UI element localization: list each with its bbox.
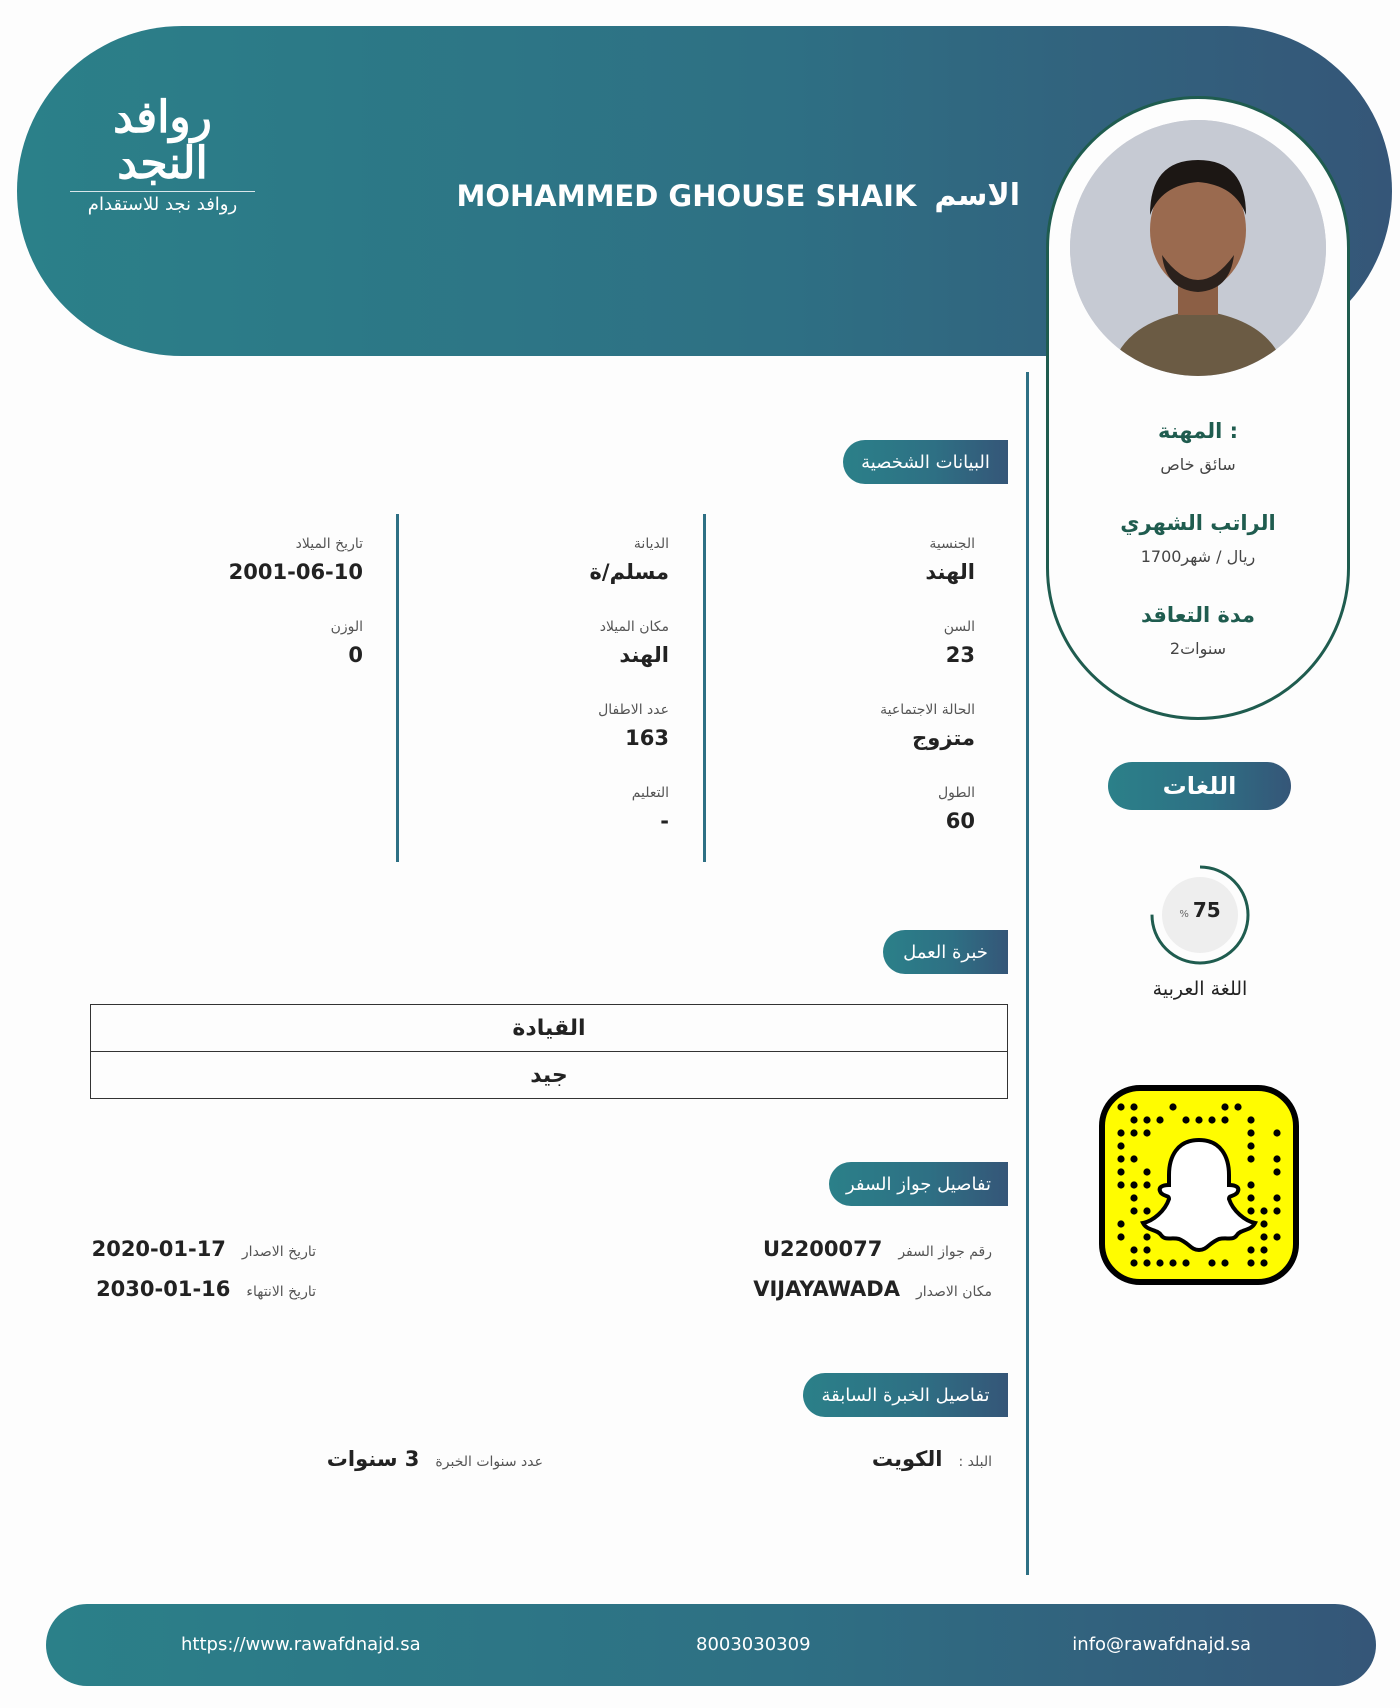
passport-number-value: U2200077 bbox=[762, 1237, 883, 1261]
snapcode-dot bbox=[1130, 1129, 1137, 1136]
snapcode-dot bbox=[1260, 1259, 1267, 1266]
logo-subtitle: روافد نجد للاستقدام bbox=[87, 194, 238, 215]
education-value: - bbox=[660, 809, 669, 833]
snapcode-dot bbox=[1247, 1181, 1254, 1188]
snapcode-dot bbox=[1273, 1207, 1280, 1214]
snapcode-dot bbox=[1260, 1207, 1267, 1214]
country-label: البلد : bbox=[958, 1454, 992, 1470]
snapcode-dot bbox=[1221, 1116, 1228, 1123]
snapcode-dot bbox=[1273, 1155, 1280, 1162]
expiry-date-label: تاريخ الانتهاء bbox=[246, 1284, 316, 1300]
education-label: التعليم bbox=[631, 785, 669, 801]
personal-section-pill: البيانات الشخصية bbox=[843, 440, 1008, 484]
birthplace-label: مكان الميلاد bbox=[599, 619, 669, 635]
nationality-label: الجنسية bbox=[929, 536, 975, 552]
contract-title: مدة التعاقد bbox=[1140, 603, 1256, 627]
snapcode-dot bbox=[1260, 1220, 1267, 1227]
table-row bbox=[91, 1052, 1008, 1099]
skills-table bbox=[90, 1004, 1008, 1099]
issue-date-label: تاريخ الاصدار bbox=[241, 1244, 316, 1260]
age-value: 23 bbox=[945, 643, 975, 667]
snapcode-dot bbox=[1273, 1233, 1280, 1240]
snapcode-dot bbox=[1117, 1220, 1124, 1227]
height-label: الطول bbox=[937, 785, 975, 801]
footer-bar bbox=[46, 1604, 1376, 1686]
snapcode-dot bbox=[1260, 1233, 1267, 1240]
snapcode-dot bbox=[1130, 1181, 1137, 1188]
snapcode-dot bbox=[1130, 1207, 1137, 1214]
snapcode-dot bbox=[1117, 1155, 1124, 1162]
snapcode-dot bbox=[1117, 1129, 1124, 1136]
name-label: الاسم bbox=[934, 178, 1020, 213]
issue-place-field bbox=[753, 1277, 992, 1301]
snapcode-dot bbox=[1247, 1129, 1254, 1136]
snapcode-dot bbox=[1143, 1181, 1150, 1188]
expiry-date-value: 2030-01-16 bbox=[96, 1277, 231, 1301]
nationality-field bbox=[925, 536, 975, 584]
snapcode-dot bbox=[1247, 1207, 1254, 1214]
logo-divider bbox=[70, 191, 255, 192]
children-value: 163 bbox=[625, 726, 669, 750]
marital-field bbox=[880, 702, 975, 750]
snapcode-dot bbox=[1130, 1259, 1137, 1266]
language-name: اللغة العربية bbox=[1152, 978, 1248, 1000]
birthplace-value: الهند bbox=[619, 643, 669, 667]
contract-value: 2سنوات bbox=[1169, 639, 1227, 658]
snapcode-dot bbox=[1143, 1129, 1150, 1136]
snapcode-dot bbox=[1182, 1259, 1189, 1266]
snapcode-dot bbox=[1247, 1116, 1254, 1123]
snapcode-dot bbox=[1169, 1259, 1176, 1266]
age-label: السن bbox=[943, 619, 975, 635]
expiry-date-field bbox=[96, 1277, 316, 1301]
company-logo bbox=[70, 92, 255, 215]
snapcode-dot bbox=[1117, 1181, 1124, 1188]
education-field bbox=[632, 785, 669, 833]
snapcode-dot bbox=[1247, 1194, 1254, 1201]
snapcode-dot bbox=[1273, 1194, 1280, 1201]
snapcode-dot bbox=[1247, 1142, 1254, 1149]
name-row bbox=[456, 178, 1020, 213]
languages-pill: اللغات bbox=[1108, 762, 1291, 810]
name-value: MOHAMMED GHOUSE SHAIK bbox=[456, 178, 917, 213]
issue-date-field bbox=[92, 1237, 316, 1261]
nationality-value: الهند bbox=[925, 560, 975, 584]
children-field bbox=[598, 702, 669, 750]
column-divider bbox=[703, 514, 706, 862]
snapcode-dot bbox=[1130, 1155, 1137, 1162]
weight-value: 0 bbox=[348, 643, 363, 667]
snapcode-dot bbox=[1130, 1116, 1137, 1123]
snapcode-dot bbox=[1208, 1259, 1215, 1266]
snapcode-dot bbox=[1247, 1246, 1254, 1253]
profession-value: سائق خاص bbox=[1160, 455, 1236, 474]
birthdate-value: 2001-06-10 bbox=[228, 560, 363, 584]
issue-place-value: VIJAYAWADA bbox=[753, 1277, 900, 1301]
country-value: الكويت bbox=[871, 1447, 943, 1471]
snapcode-dot bbox=[1143, 1207, 1150, 1214]
phone-number[interactable]: 8003030309 bbox=[696, 1634, 811, 1655]
religion-value: مسلم/ة bbox=[589, 560, 669, 584]
snapcode-dot bbox=[1234, 1103, 1241, 1110]
snapcode-dot bbox=[1117, 1168, 1124, 1175]
snapcode-dot bbox=[1182, 1116, 1189, 1123]
snapcode-dot bbox=[1143, 1259, 1150, 1266]
snapcode-dot bbox=[1169, 1103, 1176, 1110]
weight-field bbox=[331, 619, 363, 667]
issue-date-value: 2020-01-17 bbox=[91, 1237, 226, 1261]
snapcode-dot bbox=[1156, 1259, 1163, 1266]
gauge-label bbox=[1145, 898, 1255, 922]
snapcode-dot bbox=[1130, 1103, 1137, 1110]
height-value: 60 bbox=[945, 809, 975, 833]
website-link[interactable]: https://www.rawafdnajd.sa bbox=[181, 1634, 421, 1655]
snapcode-icon[interactable] bbox=[1099, 1085, 1299, 1285]
skill-name-cell: القيادة bbox=[91, 1005, 1008, 1052]
issue-place-label: مكان الاصدار bbox=[916, 1284, 992, 1300]
snapcode-dot bbox=[1273, 1168, 1280, 1175]
snapcode-dot bbox=[1247, 1155, 1254, 1162]
religion-label: الديانة bbox=[633, 536, 669, 552]
snapcode-dot bbox=[1117, 1233, 1124, 1240]
experience-section-pill: خبرة العمل bbox=[883, 930, 1008, 974]
age-field bbox=[944, 619, 975, 667]
previous-section-pill: تفاصيل الخبرة السابقة bbox=[803, 1373, 1008, 1417]
religion-field bbox=[590, 536, 669, 584]
skill-level-cell: جيد bbox=[91, 1052, 1008, 1099]
weight-label: الوزن bbox=[330, 619, 363, 635]
snapcode-dot bbox=[1247, 1259, 1254, 1266]
column-divider bbox=[396, 514, 399, 862]
person-photo-icon bbox=[1070, 120, 1326, 376]
snapcode-dot bbox=[1117, 1103, 1124, 1110]
snapcode-dot bbox=[1195, 1116, 1202, 1123]
birthplace-field bbox=[600, 619, 669, 667]
snapcode-dot bbox=[1143, 1116, 1150, 1123]
snapcode-dot bbox=[1273, 1129, 1280, 1136]
marital-label: الحالة الاجتماعية bbox=[880, 702, 975, 718]
birthdate-field bbox=[229, 536, 363, 584]
snapcode-dot bbox=[1156, 1116, 1163, 1123]
snapcode-dot bbox=[1117, 1142, 1124, 1149]
snapcode-dot bbox=[1143, 1246, 1150, 1253]
country-field bbox=[872, 1447, 992, 1471]
snapcode-dot bbox=[1143, 1233, 1150, 1240]
marital-value: متزوج bbox=[912, 726, 975, 750]
salary-title: الراتب الشهري bbox=[1120, 511, 1276, 535]
children-label: عدد الاطفال bbox=[598, 702, 669, 718]
snapcode-dot bbox=[1130, 1246, 1137, 1253]
profile-photo bbox=[1070, 120, 1326, 376]
profile-card bbox=[1046, 96, 1350, 720]
years-field bbox=[327, 1447, 543, 1471]
salary-value: 1700ريال / شهر bbox=[1140, 547, 1256, 566]
snapcode-dot bbox=[1221, 1259, 1228, 1266]
percent-value: 75 bbox=[1192, 898, 1221, 922]
passport-number-field bbox=[763, 1237, 992, 1261]
birthdate-label: تاريخ الميلاد bbox=[295, 536, 363, 552]
email-link[interactable]: info@rawafdnajd.sa bbox=[1072, 1634, 1251, 1655]
years-label: عدد سنوات الخبرة bbox=[435, 1454, 543, 1470]
logo-mark: روافد النجد bbox=[113, 92, 212, 189]
snapcode-dot bbox=[1143, 1168, 1150, 1175]
percent-symbol: % bbox=[1179, 909, 1189, 920]
height-field bbox=[938, 785, 975, 833]
timeline-line bbox=[1026, 372, 1029, 1575]
snapcode-dot bbox=[1130, 1194, 1137, 1201]
snapcode-dot bbox=[1221, 1103, 1228, 1110]
table-row bbox=[91, 1005, 1008, 1052]
snapcode-dot bbox=[1208, 1116, 1215, 1123]
passport-section-pill: تفاصيل جواز السفر bbox=[829, 1162, 1008, 1206]
years-value: 3 سنوات bbox=[326, 1447, 420, 1471]
passport-number-label: رقم جواز السفر bbox=[898, 1244, 992, 1260]
profession-title: المهنة : bbox=[1157, 419, 1239, 443]
snapcode-dot bbox=[1260, 1246, 1267, 1253]
